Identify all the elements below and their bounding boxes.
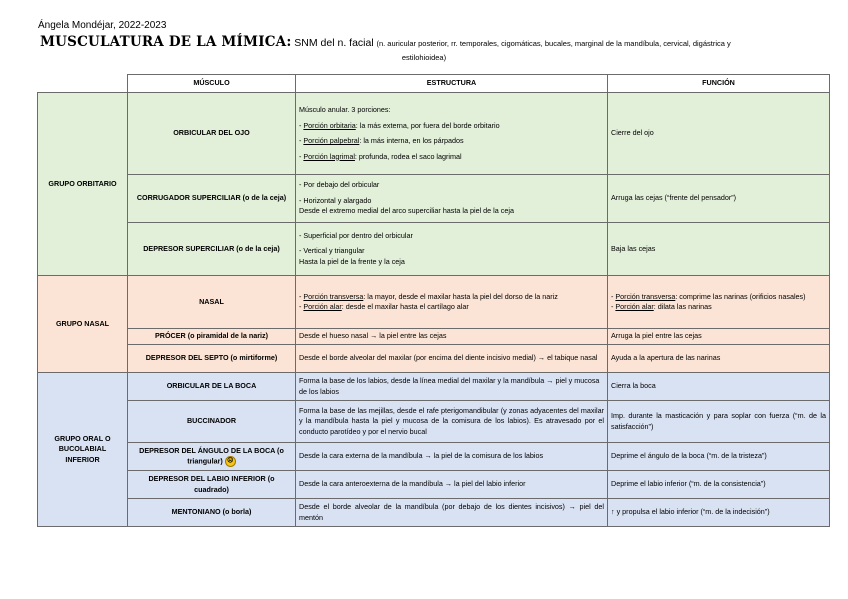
muscle-name: BUCCINADOR bbox=[128, 401, 296, 443]
structure-cell bbox=[296, 175, 608, 223]
function-cell: Cierre del ojo bbox=[608, 93, 830, 175]
structure-cell bbox=[296, 223, 608, 276]
structure-line: Desde el extremo medial del arco superciliar hasta la piel de la ceja bbox=[299, 206, 514, 216]
table-row bbox=[38, 175, 830, 223]
function-cell: Arruga las cejas (“frente del pensador”) bbox=[608, 175, 830, 223]
structure-cell bbox=[296, 276, 608, 329]
structure-line: - Porción orbitaria: la más externa, por fuera del borde orbitario bbox=[299, 120, 500, 130]
function-cell: Cierra la boca bbox=[608, 373, 830, 401]
function-line: - Porción alar: dilata las narinas bbox=[611, 302, 712, 311]
table-row bbox=[38, 223, 830, 276]
structure-line: - Porción lagrimal: profunda, rodea el saco lagrimal bbox=[299, 151, 462, 161]
function-cell: Deprime el labio inferior (“m. de la consistencia”) bbox=[608, 471, 830, 499]
muscle-name: MENTONIANO (o borla) bbox=[128, 499, 296, 527]
structure-cell bbox=[296, 93, 608, 175]
table-row bbox=[38, 401, 830, 443]
muscle-name: DEPRESOR DEL SEPTO (o mirtiforme) bbox=[128, 345, 296, 373]
function-cell: ↑ y propulsa el labio inferior (“m. de la indecisión”) bbox=[608, 499, 830, 527]
header-estructura: ESTRUCTURA bbox=[296, 75, 608, 93]
table-row bbox=[38, 373, 830, 401]
table-row bbox=[38, 499, 830, 527]
title-branches: (n. auricular posterior, rr. temporales, cigomáticas, bucales, marginal de la mandíbula, cervical, digástrica y bbox=[376, 39, 731, 48]
structure-cell: Desde el hueso nasal → la piel entre las cejas bbox=[296, 329, 608, 345]
structure-line: Músculo anular. 3 porciones: bbox=[299, 105, 391, 114]
function-cell: Arruga la piel entre las cejas bbox=[608, 329, 830, 345]
empty-corner bbox=[38, 75, 128, 93]
muscle-name: ORBICULAR DEL OJO bbox=[128, 93, 296, 175]
document-title bbox=[40, 36, 820, 50]
muscles-table bbox=[37, 74, 830, 527]
group-oral: GRUPO ORAL O BUCOLABIAL INFERIOR bbox=[38, 373, 128, 527]
structure-cell: Desde el borde alveolar de la mandíbula (por debajo de los dientes incisivos) → piel del mentón bbox=[296, 499, 608, 527]
group-orbitario: GRUPO ORBITARIO bbox=[38, 93, 128, 276]
muscle-name: ORBICULAR DE LA BOCA bbox=[128, 373, 296, 401]
structure-line: Hasta la piel de la frente y la ceja bbox=[299, 256, 405, 266]
structure-line: - Porción palpebral: la más interna, en los párpados bbox=[299, 136, 464, 145]
structure-line: - Porción alar: desde el maxilar hasta el cartílago alar bbox=[299, 302, 469, 311]
function-cell: Deprime el ángulo de la boca (“m. de la tristeza”) bbox=[608, 443, 830, 471]
table-row bbox=[38, 443, 830, 471]
muscle-name: DEPRESOR DEL LABIO INFERIOR (o cuadrado) bbox=[128, 471, 296, 499]
function-cell bbox=[608, 276, 830, 329]
author-line: Ángela Mondéjar, 2022-2023 bbox=[38, 20, 167, 31]
structure-line: - Horizontal y alargado bbox=[299, 195, 372, 205]
table-row bbox=[38, 345, 830, 373]
structure-cell: Desde la cara anteroexterna de la mandíbula → la piel del labio inferior bbox=[296, 471, 608, 499]
title-branches-cont: estilohioidea) bbox=[401, 53, 447, 62]
structure-cell: Forma la base de los labios, desde la línea medial del maxilar y la mandíbula → piel y mucosa de los labios bbox=[296, 373, 608, 401]
structure-line: - Por debajo del orbicular bbox=[299, 180, 380, 190]
function-cell: Imp. durante la masticación y para soplar con fuerza (“m. de la satisfacción”) bbox=[608, 401, 830, 443]
muscle-name: NASAL bbox=[128, 276, 296, 329]
frowning-face-icon: ☹ bbox=[225, 456, 236, 467]
muscle-name: DEPRESOR DEL ÁNGULO DE LA BOCA (o triangular) ☹ bbox=[128, 443, 296, 471]
muscle-name: DEPRESOR SUPERCILIAR (o de la ceja) bbox=[128, 223, 296, 276]
group-nasal: GRUPO NASAL bbox=[38, 276, 128, 373]
header-funcion: FUNCIÓN bbox=[608, 75, 830, 93]
function-cell: Ayuda a la apertura de las narinas bbox=[608, 345, 830, 373]
header-musculo: MÚSCULO bbox=[128, 75, 296, 93]
structure-cell: Desde la cara externa de la mandíbula → la piel de la comisura de los labios bbox=[296, 443, 608, 471]
structure-cell: Desde el borde alveolar del maxilar (por encima del diente incisivo medial) → el tabique nasal bbox=[296, 345, 608, 373]
muscle-name: CORRUGADOR SUPERCILIAR (o de la ceja) bbox=[128, 175, 296, 223]
structure-cell: Forma la base de las mejillas, desde el rafe pterigomandibular (y zonas adyacentes del maxilar y la mandíbula hasta la piel y mucosa de la comisura de los labios). Es atravesado por el conducto parotídeo y por el nervio bucal bbox=[296, 401, 608, 443]
table-row bbox=[38, 329, 830, 345]
table-row bbox=[38, 276, 830, 329]
title-main: MUSCULATURA DE LA MÍMICA: bbox=[40, 34, 292, 50]
structure-line: - Superficial por dentro del orbicular bbox=[299, 230, 413, 240]
structure-line: - Vertical y triangular bbox=[299, 246, 365, 256]
function-cell: Baja las cejas bbox=[608, 223, 830, 276]
function-line: - Porción transversa: comprime las narinas (orificios nasales) bbox=[611, 291, 806, 301]
structure-line: - Porción transversa: la mayor, desde el maxilar hasta la piel del dorso de la nariz bbox=[299, 291, 558, 301]
title-snm: SNM del n. facial bbox=[294, 37, 374, 49]
muscle-name: PRÓCER (o piramidal de la nariz) bbox=[128, 329, 296, 345]
table-row bbox=[38, 471, 830, 499]
table-header-row bbox=[38, 75, 830, 93]
table-row bbox=[38, 93, 830, 175]
